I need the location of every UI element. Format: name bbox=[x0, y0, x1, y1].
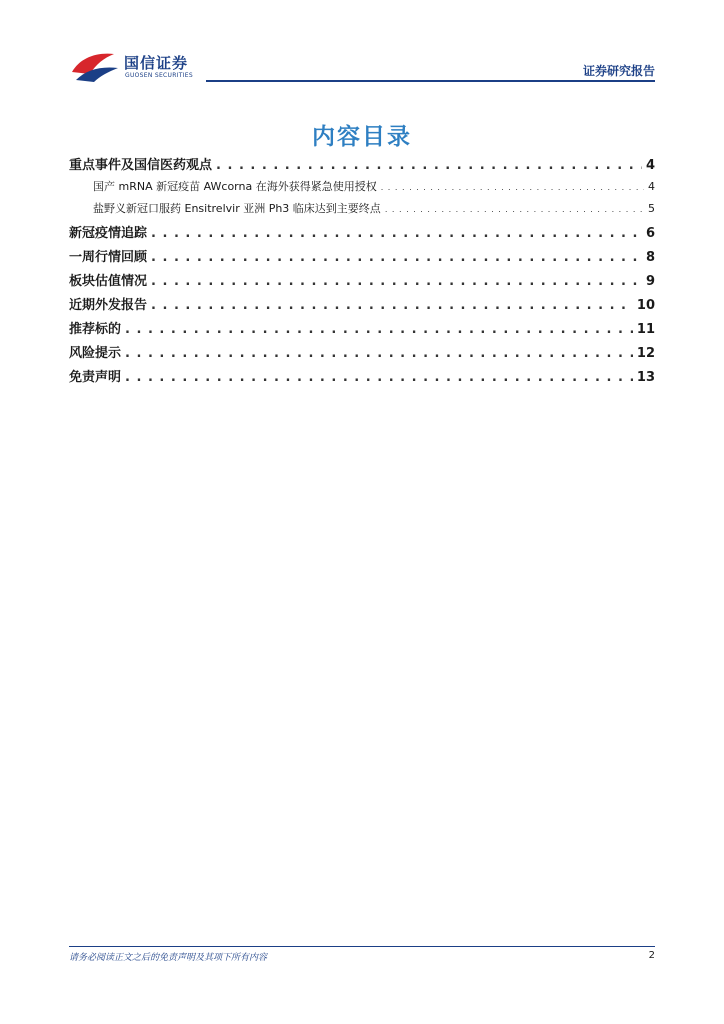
toc-entry-page: 10 bbox=[636, 298, 655, 313]
toc-entry-title: 新冠疫情追踪 bbox=[69, 226, 148, 241]
toc-entry[interactable] bbox=[69, 342, 655, 366]
toc-entry[interactable] bbox=[69, 246, 655, 270]
toc-entry-page: 5 bbox=[648, 202, 655, 215]
report-type-label: 证券研究报告 bbox=[582, 64, 655, 78]
page-header bbox=[0, 0, 724, 90]
toc-entry-page: 13 bbox=[636, 370, 655, 385]
toc-title: 内容目录 bbox=[312, 124, 412, 150]
toc-entry-title: 盐野义新冠口服药 Ensitrelvir 亚洲 Ph3 临床达到主要终点 bbox=[93, 202, 381, 215]
toc-leader-dots bbox=[151, 226, 642, 241]
toc-entry-page: 11 bbox=[636, 322, 655, 337]
logo-english-name: GUOSEN SECURITIES bbox=[125, 72, 194, 79]
toc-subentry[interactable] bbox=[69, 178, 655, 200]
toc-entry-page: 4 bbox=[648, 180, 655, 193]
toc-leader-dots bbox=[381, 183, 644, 192]
toc-entry-title: 推荐标的 bbox=[69, 322, 122, 337]
toc-leader-dots bbox=[151, 250, 642, 265]
logo-chinese-name: 国信证券 bbox=[124, 54, 189, 72]
toc-entry[interactable] bbox=[69, 270, 655, 294]
toc-entry-title: 免责声明 bbox=[69, 370, 122, 385]
toc-entry-page: 4 bbox=[645, 158, 655, 173]
toc-entry-page: 12 bbox=[636, 346, 655, 361]
toc-entry-title: 重点事件及国信医药观点 bbox=[69, 158, 213, 173]
toc-entry[interactable] bbox=[69, 294, 655, 318]
table-of-contents bbox=[69, 154, 655, 390]
toc-entry-page: 8 bbox=[645, 250, 655, 265]
guosen-logo bbox=[70, 50, 220, 86]
toc-leader-dots bbox=[385, 205, 644, 214]
toc-entry-page: 9 bbox=[645, 274, 655, 289]
toc-entry[interactable] bbox=[69, 318, 655, 342]
toc-leader-dots bbox=[125, 346, 633, 361]
toc-entry-title: 一周行情回顾 bbox=[69, 250, 148, 265]
toc-leader-dots bbox=[125, 322, 633, 337]
toc-entry[interactable] bbox=[69, 154, 655, 178]
toc-entry-title: 风险提示 bbox=[69, 346, 122, 361]
toc-subentry[interactable] bbox=[69, 200, 655, 222]
toc-leader-dots bbox=[216, 158, 642, 173]
page-number: 2 bbox=[648, 950, 655, 961]
toc-entry[interactable] bbox=[69, 222, 655, 246]
header-divider bbox=[206, 80, 655, 82]
toc-leader-dots bbox=[125, 370, 633, 385]
toc-entry[interactable] bbox=[69, 366, 655, 390]
footer-disclaimer-note: 请务必阅读正文之后的免责声明及其项下所有内容 bbox=[69, 953, 268, 963]
toc-entry-page: 6 bbox=[645, 226, 655, 241]
toc-entry-title: 国产 mRNA 新冠疫苗 AWcorna 在海外获得紧急使用授权 bbox=[93, 180, 377, 193]
toc-leader-dots bbox=[151, 274, 642, 289]
toc-entry-title: 板块估值情况 bbox=[69, 274, 148, 289]
toc-entry-title: 近期外发报告 bbox=[69, 298, 148, 313]
footer-divider bbox=[69, 946, 655, 947]
guosen-logo-icon bbox=[70, 50, 120, 84]
toc-leader-dots bbox=[151, 298, 633, 313]
